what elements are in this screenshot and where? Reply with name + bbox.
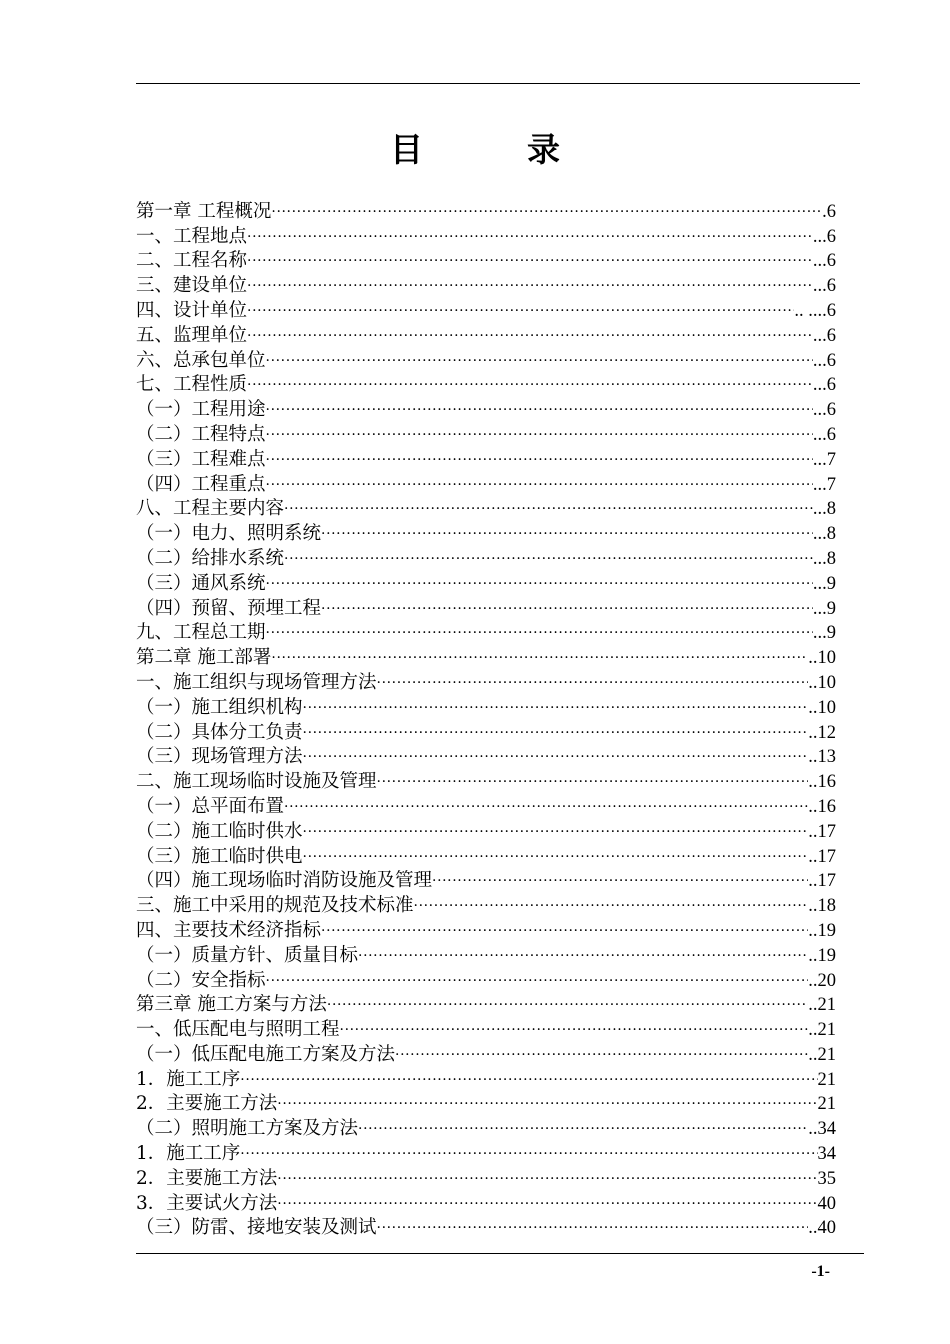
toc-entry-page: ..10 [808, 648, 836, 669]
toc-entry-label: （一）质量方针、质量目标 [136, 944, 359, 966]
toc-entry-label: 二、施工现场临时设施及管理 [136, 771, 377, 793]
toc-dot-leader [432, 873, 808, 892]
toc-entry[interactable] [136, 595, 836, 620]
toc-entry-label: 1．施工工序 [136, 1068, 241, 1090]
toc-dot-leader [266, 576, 813, 595]
title-char-right: 录 [527, 130, 560, 169]
toc-dot-leader [377, 774, 809, 793]
toc-entry-page: ..34 [808, 1119, 836, 1140]
toc-dot-leader [303, 824, 809, 843]
toc-entry-label: （一）总平面布置 [136, 795, 285, 817]
header-rule [136, 83, 860, 84]
toc-entry-page: ...6 [812, 424, 836, 445]
toc-entry-page: ..19 [808, 920, 836, 941]
toc-entry-page: ..18 [808, 896, 836, 917]
toc-entry-page: ..40 [808, 1218, 836, 1239]
toc-entry-label: （一）施工组织机构 [136, 696, 303, 718]
toc-entry-page: 21 [817, 1094, 836, 1115]
toc-entry-label: 2．主要施工方法 [136, 1093, 278, 1115]
toc-entry[interactable] [136, 719, 836, 744]
toc-entry-label: （四）施工现场临时消防设施及管理 [136, 870, 433, 892]
toc-entry[interactable] [136, 768, 836, 793]
toc-entry-label: （三）现场管理方法 [136, 746, 303, 768]
toc-entry-label: （三）工程难点 [136, 448, 266, 470]
toc-entry-label: （一）低压配电施工方案及方法 [136, 1043, 396, 1065]
toc-entry[interactable] [136, 669, 836, 694]
toc-entry[interactable] [136, 272, 836, 297]
toc-entry-page: ..20 [808, 970, 836, 991]
toc-entry-label: 一、低压配电与照明工程 [136, 1019, 340, 1041]
toc-dot-leader [247, 377, 813, 396]
toc-dot-leader [321, 601, 813, 620]
toc-entry[interactable] [136, 644, 836, 669]
toc-entry-label: 九、工程总工期 [136, 622, 266, 644]
toc-dot-leader [247, 229, 813, 248]
toc-entry-page: ...8 [812, 499, 836, 520]
toc-entry-page: ..17 [808, 821, 836, 842]
toc-entry[interactable] [136, 570, 836, 595]
toc-entry-label: （二）给排水系统 [136, 547, 285, 569]
toc-entry-label: 3．主要试火方法 [136, 1192, 278, 1214]
toc-entry[interactable] [136, 223, 836, 248]
toc-entry[interactable] [136, 620, 836, 645]
toc-entry-label: （三）防雷、接地安装及测试 [136, 1217, 377, 1239]
toc-dot-leader [266, 625, 813, 644]
toc-entry-page: ..17 [808, 871, 836, 892]
toc-dot-leader [240, 1146, 817, 1165]
toc-entry[interactable] [136, 1066, 836, 1091]
toc-entry[interactable] [136, 917, 836, 942]
toc-entry[interactable] [136, 520, 836, 545]
toc-dot-leader [247, 328, 813, 347]
toc-entry-page: 34 [817, 1144, 836, 1165]
toc-entry-label: 一、施工组织与现场管理方法 [136, 671, 377, 693]
toc-entry-label: 三、施工中采用的规范及技术标准 [136, 895, 414, 917]
toc-entry[interactable] [136, 744, 836, 769]
toc-dot-leader [321, 923, 808, 942]
toc-entry-page: ..10 [808, 672, 836, 693]
toc-entry-page: ...7 [812, 449, 836, 470]
toc-entry-page: ...7 [812, 474, 836, 495]
toc-dot-leader [358, 1121, 808, 1140]
toc-entry[interactable] [136, 396, 836, 421]
toc-entry[interactable] [136, 496, 836, 521]
toc-dot-leader [284, 501, 813, 520]
toc-dot-leader [266, 427, 813, 446]
toc-entry-label: （二）具体分工负责 [136, 721, 303, 743]
toc-dot-leader [271, 204, 822, 223]
toc-entry[interactable] [136, 843, 836, 868]
toc-dot-leader [247, 253, 813, 272]
toc-entry-page: 21 [817, 1069, 836, 1090]
toc-entry-label: （三）施工临时供电 [136, 845, 303, 867]
toc-entry-page: 40 [817, 1193, 836, 1214]
toc-entry-page: ...6 [812, 375, 836, 396]
toc-entry[interactable] [136, 942, 836, 967]
toc-entry-label: （一）电力、照明系统 [136, 523, 322, 545]
toc-dot-leader [277, 1196, 817, 1215]
toc-dot-leader [266, 402, 813, 421]
toc-entry-page: .6 [822, 201, 836, 222]
toc-entry[interactable] [136, 421, 836, 446]
toc-entry-label: （一）工程用途 [136, 399, 266, 421]
toc-entry-label: 一、工程地点 [136, 225, 248, 247]
toc-entry[interactable] [136, 1016, 836, 1041]
toc-entry-page: ..19 [808, 945, 836, 966]
toc-entry-page: ..21 [808, 1044, 836, 1065]
toc-entry-page: ...9 [812, 598, 836, 619]
toc-entry[interactable] [136, 892, 836, 917]
toc-dot-leader [414, 898, 809, 917]
page-number: -1- [811, 1263, 830, 1280]
toc-dot-leader [303, 700, 809, 719]
footer-rule [136, 1253, 864, 1254]
toc-entry-label: （二）安全指标 [136, 969, 266, 991]
toc-entry[interactable] [136, 1215, 836, 1240]
toc-entry-page: ...6 [812, 325, 836, 346]
toc-entry[interactable] [136, 967, 836, 992]
toc-entry-page: ...6 [812, 400, 836, 421]
toc-entry-label: 六、总承包单位 [136, 349, 266, 371]
toc-entry[interactable] [136, 1115, 836, 1140]
toc-entry-page: ..16 [808, 796, 836, 817]
toc-entry-label: （二）照明施工方案及方法 [136, 1118, 359, 1140]
toc-entry-page: ...8 [812, 548, 836, 569]
toc-entry[interactable] [136, 446, 836, 471]
toc-dot-leader [271, 650, 808, 669]
toc-dot-leader [284, 799, 808, 818]
toc-dot-leader [377, 675, 809, 694]
toc-entry[interactable] [136, 471, 836, 496]
toc-dot-leader [321, 526, 813, 545]
toc-dot-leader [247, 303, 794, 322]
toc-dot-leader [303, 725, 809, 744]
toc-entry-label: （四）工程重点 [136, 473, 266, 495]
toc-dot-leader [327, 997, 808, 1016]
toc-entry-label: 四、主要技术经济指标 [136, 919, 322, 941]
toc-entry-page: ..16 [808, 772, 836, 793]
toc-entry-page: ...6 [812, 251, 836, 272]
toc-entry-label: 四、设计单位 [136, 299, 248, 321]
toc-entry-label: 二、工程名称 [136, 250, 248, 272]
toc-dot-leader [284, 551, 813, 570]
toc-dot-leader [277, 1096, 817, 1115]
toc-entry[interactable] [136, 818, 836, 843]
toc-entry[interactable] [136, 372, 836, 397]
toc-dot-leader [247, 278, 813, 297]
toc-entry-label: 第二章 施工部署 [136, 647, 272, 669]
toc-entry-label: 五、监理单位 [136, 324, 248, 346]
toc-entry-page: ..10 [808, 697, 836, 718]
page-title [0, 128, 950, 172]
toc-dot-leader [266, 973, 809, 992]
toc-dot-leader [240, 1072, 817, 1091]
toc-entry-label: （二）施工临时供水 [136, 820, 303, 842]
toc-entry-label: 第一章 工程概况 [136, 200, 272, 222]
toc-entry[interactable] [136, 198, 836, 223]
toc-entry-label: 八、工程主要内容 [136, 498, 285, 520]
toc-entry-label: （四）预留、预埋工程 [136, 597, 322, 619]
toc-entry-page: .. ....6 [794, 300, 836, 321]
toc-entry[interactable] [136, 793, 836, 818]
toc-entry[interactable] [136, 297, 836, 322]
toc-dot-leader [377, 1220, 809, 1239]
toc-dot-leader [358, 948, 808, 967]
toc-entry-page: ...6 [812, 350, 836, 371]
toc-entry-label: 1．施工工序 [136, 1143, 241, 1165]
toc-entry[interactable] [136, 1140, 836, 1165]
toc-entry[interactable] [136, 868, 836, 893]
toc-entry-label: 三、建设单位 [136, 275, 248, 297]
toc-entry-page: ..12 [808, 722, 836, 743]
toc-entry[interactable] [136, 1091, 836, 1116]
toc-dot-leader [303, 749, 809, 768]
title-char-left: 目 [390, 130, 423, 169]
toc-entry[interactable] [136, 992, 836, 1017]
toc-entry[interactable] [136, 694, 836, 719]
toc-dot-leader [266, 477, 813, 496]
toc-dot-leader [266, 353, 813, 372]
toc-entry[interactable] [136, 1190, 836, 1215]
toc-entry-page: ...6 [812, 226, 836, 247]
toc-entry[interactable] [136, 1041, 836, 1066]
toc-entry-page: 35 [817, 1168, 836, 1189]
toc-entry[interactable] [136, 545, 836, 570]
toc-entry-label: （三）通风系统 [136, 572, 266, 594]
toc-entry-label: 2．主要施工方法 [136, 1167, 278, 1189]
toc-entry-page: ..13 [808, 747, 836, 768]
toc-entry-page: ...6 [812, 276, 836, 297]
toc-entry-label: 第三章 施工方案与方法 [136, 994, 327, 1016]
toc-entry[interactable] [136, 322, 836, 347]
toc-entry-label: （二）工程特点 [136, 423, 266, 445]
toc-entry-page: ...8 [812, 524, 836, 545]
toc-entry-page: ..17 [808, 846, 836, 867]
toc-dot-leader [266, 452, 813, 471]
toc-entry[interactable] [136, 1165, 836, 1190]
toc-dot-leader [395, 1047, 808, 1066]
toc-dot-leader [303, 849, 809, 868]
toc-dot-leader [340, 1022, 809, 1041]
toc-entry-page: ...9 [812, 623, 836, 644]
toc-entry[interactable] [136, 248, 836, 273]
toc-dot-leader [277, 1171, 817, 1190]
toc-entry-page: ..21 [808, 995, 836, 1016]
toc-entry-page: ..21 [808, 1020, 836, 1041]
toc-entry-label: 七、工程性质 [136, 374, 248, 396]
toc-entry-page: ...9 [812, 573, 836, 594]
toc-entry[interactable] [136, 347, 836, 372]
table-of-contents [136, 198, 836, 1239]
